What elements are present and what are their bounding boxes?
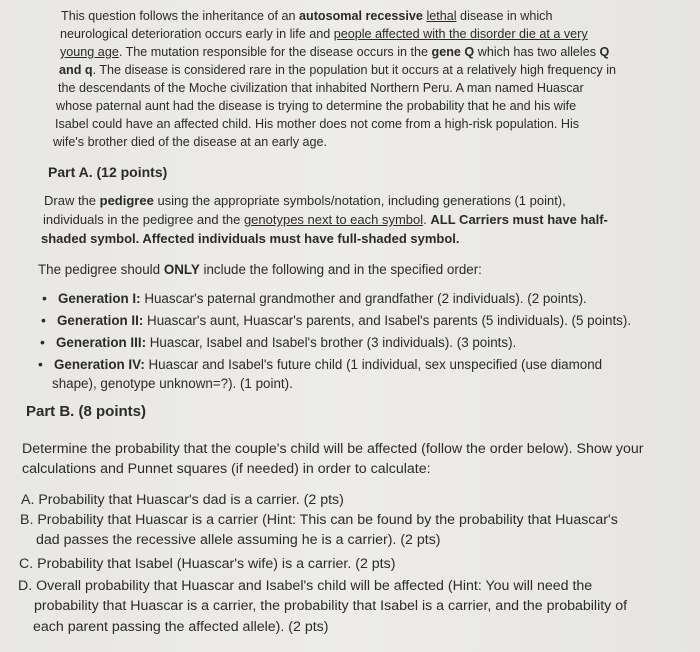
part-b-item-b-cont: dad passes the recessive allele assuming he is a carrier). (2 pts) bbox=[36, 532, 441, 548]
part-b-line-1: Determine the probability that the couple's child will be affected (follow the order below). Show your bbox=[22, 441, 644, 457]
bullet-dot: • bbox=[40, 334, 45, 350]
part-a-text: Draw the bbox=[44, 193, 100, 208]
intro-line-7: Isabel could have an affected child. His mother does not come from a high-risk population. His bbox=[55, 117, 580, 131]
bullet-dot: • bbox=[41, 312, 46, 328]
intro-text: which has two alleles bbox=[474, 45, 600, 59]
generation-1-item bbox=[58, 291, 587, 307]
generation-3-item bbox=[56, 335, 516, 351]
generation-4-continuation: shape), genotype unknown=?). (1 point). bbox=[52, 376, 293, 391]
intro-text: . The disease is considered rare in the population but it occurs at a relatively high frequency in bbox=[92, 63, 617, 77]
part-a-line-3: shaded symbol. Affected individuals must have full-shaded symbol. bbox=[41, 231, 460, 246]
intro-underline-lethal: lethal bbox=[426, 9, 457, 23]
part-b-item-d-cont-2: each parent passing the affected allele). (2 pts) bbox=[33, 619, 329, 635]
part-b-item-d: D. Overall probability that Huascar and Isabel's child will be affected (Hint: You will need the bbox=[18, 578, 593, 594]
part-a-underline-genotypes: genotypes next to each symbol bbox=[243, 212, 424, 227]
part-b-item-a: A. Probability that Huascar's dad is a carrier. (2 pts) bbox=[21, 492, 344, 508]
part-a-text: individuals in the pedigree and the bbox=[43, 212, 244, 227]
part-b-item-c: C. Probability that Isabel (Huascar's wife) is a carrier. (2 pts) bbox=[19, 556, 396, 572]
intro-underline-affected: people affected with the disorder die at a very bbox=[333, 27, 588, 41]
part-a-text: The pedigree should bbox=[38, 262, 164, 277]
intro-text: disease in which bbox=[456, 9, 553, 23]
intro-line-8: wife's brother died of the disease at an early age. bbox=[53, 135, 328, 149]
generation-text: Huascar, Isabel and Isabel's brother (3 individuals). (3 points). bbox=[146, 335, 517, 350]
generation-label: Generation III: bbox=[56, 335, 147, 350]
intro-bold-allele-q: q bbox=[84, 63, 93, 77]
part-a-bold-only: ONLY bbox=[163, 262, 200, 277]
part-a-title: Part A. (12 points) bbox=[48, 164, 168, 180]
part-b-item-d-cont-1: probability that Huascar is a carrier, the probability that Isabel is a carrier, and the probability of bbox=[34, 598, 628, 614]
intro-bold-and: and bbox=[59, 63, 85, 77]
intro-line-2 bbox=[60, 26, 588, 42]
part-b-item-b: B. Probability that Huascar is a carrier (Hint: This can be found by the probability that Huascar's bbox=[20, 512, 618, 528]
intro-line-6: whose paternal aunt had the disease is trying to determine the probability that he and his wife bbox=[56, 99, 577, 113]
part-a-order-line bbox=[38, 262, 482, 278]
intro-bold-inheritance: autosomal recessive bbox=[299, 9, 423, 23]
part-a-line-2 bbox=[43, 212, 608, 228]
intro-line-1 bbox=[61, 8, 552, 24]
generation-text: Huascar's paternal grandmother and grandfather (2 individuals). (2 points). bbox=[140, 291, 587, 306]
part-a-text: . bbox=[423, 212, 431, 227]
generation-text: Huascar and Isabel's future child (1 individual, sex unspecified (use diamond bbox=[144, 357, 603, 372]
generation-label: Generation I: bbox=[58, 291, 141, 306]
part-a-text: include the following and in the specified order: bbox=[199, 262, 482, 277]
intro-text: neurological deterioration occurs early in life and bbox=[60, 27, 334, 41]
part-a-text: using the appropriate symbols/notation, including generations (1 point), bbox=[153, 193, 566, 208]
intro-bold-gene: gene Q bbox=[431, 45, 475, 59]
part-a-bold-pedigree: pedigree bbox=[99, 193, 154, 208]
generation-4-item bbox=[54, 357, 602, 373]
bullet-dot: • bbox=[38, 356, 43, 372]
generation-label: Generation IV: bbox=[54, 357, 145, 372]
generation-2-item bbox=[57, 313, 631, 329]
part-b-line-2: calculations and Punnet squares (if needed) in order to calculate: bbox=[22, 461, 431, 477]
part-a-bold-carriers: ALL Carriers must have half- bbox=[430, 212, 608, 227]
intro-underline-young-age: young age bbox=[60, 45, 119, 59]
generation-text: Huascar's aunt, Huascar's parents, and Isabel's parents (5 individuals). (5 points). bbox=[143, 313, 632, 328]
part-a-line-1 bbox=[44, 193, 566, 209]
intro-text: This question follows the inheritance of an bbox=[61, 9, 300, 23]
intro-text: . The mutation responsible for the disease occurs in the bbox=[118, 45, 432, 59]
generation-label: Generation II: bbox=[57, 313, 144, 328]
part-b-title: Part B. (8 points) bbox=[26, 403, 147, 420]
intro-line-5: the descendants of the Moche civilization that inhabited Northern Peru. A man named Huascar bbox=[58, 81, 584, 95]
intro-line-3 bbox=[60, 44, 609, 60]
intro-bold-allele-Q: Q bbox=[599, 45, 610, 59]
bullet-dot: • bbox=[42, 290, 47, 306]
intro-line-4 bbox=[59, 62, 616, 78]
